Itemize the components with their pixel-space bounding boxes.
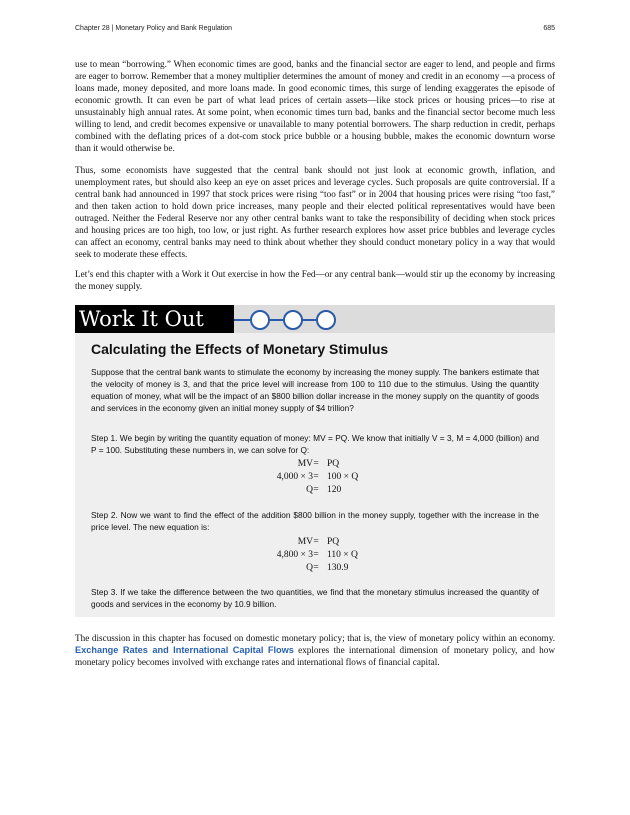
step-1-text: Step 1. We begin by writing the quantity equation of money: MV = PQ. We know that initially V = 3, M = 4,000 (billion) and P = 100. Substituting these numbers in, we can solve for Q: [91,433,539,455]
equation-lhs: 4,800 × 3 [276,550,313,560]
step-2-text: Step 2. Now we want to find the effect of the addition $800 billion in the money supply, together with the increase in the price level. The new equation is: [91,510,539,532]
closing-text-start: The discussion in this chapter has focused on domestic monetary policy; that is, the view of monetary policy within an economy. [75,633,555,643]
paragraph-asset-prices: Thus, some economists have suggested that the central bank should not just look at economic growth, inflation, and unemployment rates, but should also keep an eye on asset prices and leverage cycles. Such proposals are quite controversial. If a central bank had announced in 1997 that stock prices were rising “too fast” or in 2004 that housing prices were rising “too fast,” and then taken action to hold down price increases, many people and their elected political representatives would have been outraged. Neither the Federal Reserve nor any other central banks want to take the responsibility of deciding when stock prices and housing prices are too high, too low, or just right. As further research explores how asset price bubbles and leverage cycles can affect an economy, central banks may need to think about whether they should conduct monetary policy in a way that would seek to moderate these effects. [75,165,555,259]
equation-lhs: 4,000 × 3 [276,472,313,482]
equation-lhs: Q [306,485,313,495]
paragraph-work-it-out-intro: Let’s end this chapter with a Work it Out exercise in how the Fed—or any central bank—would stir up the economy by increasing the money supply. [75,269,555,291]
chapter-title: Chapter 28 | Monetary Policy and Bank Regulation [75,25,233,32]
work-it-out-label: Work It Out [75,305,234,333]
equation-block-1 [75,458,555,497]
problem-statement: Suppose that the central bank wants to stimulate the economy by increasing the money supply. The bankers estimate that the velocity of money is 3, and that the price level will increase from 100 to 110 due to the stimulus. Using the quantity equation of money, what will be the impact of an $800 billion dollar increase in the money supply on the quantity of goods and services in the economy given an initial money supply of $4 trillion? [91,367,539,413]
running-head [75,25,555,37]
equation-lhs: MV [297,537,313,547]
work-it-out-title: Calculating the Effects of Monetary Stimulus [91,341,389,357]
equation-rhs: 110 × Q [327,550,358,560]
equation-rhs: PQ [327,537,340,547]
step-3-text: Step 3. If we take the difference between the two quantities, we find that the monetary stimulus increased the quantity of goods and services in the economy by 10.9 billion. [91,587,539,609]
equation-rhs: PQ [327,459,340,469]
equation-operator: = [313,485,319,495]
equation-row [75,484,555,497]
paragraph-leverage-cycle: use to mean “borrowing.” When economic times are good, banks and the financial sector are eager to lend, and people and firms are eager to borrow. Remember that a money multiplier determines the amount of money and credit in an economy —a process of loans made, money deposited, and more loans made. In good economic times, this surge of lending exaggerates the episode of economic growth. It can even be part of what lead prices of certain assets—like stock prices or housing prices—to rise at unsustainably high annual rates. At some point, when economic times turn bad, banks and the financial sector become much less willing to lend, and credit becomes expensive or unavailable to many potential borrowers. The sharp reduction in credit, perhaps combined with the deflating prices of a dot-com stock price bubble or a housing bubble, makes the economic downturn worse than it would otherwise be. [75,59,555,153]
equation-rhs: 120 [327,485,342,495]
equation-row [75,536,555,549]
equation-operator: = [313,563,319,573]
equation-block-2 [75,536,555,575]
equation-rhs: 100 × Q [327,472,359,482]
equation-row [75,549,555,562]
paragraph-closing [75,632,555,668]
equation-row [75,562,555,575]
equation-row [75,471,555,484]
equation-lhs: Q [306,563,313,573]
equation-row [75,458,555,471]
equation-operator: = [313,459,319,469]
chapter-cross-reference-link[interactable]: Exchange Rates and International Capital Flows [75,645,294,655]
work-it-out-header [75,305,555,333]
page-number: 685 [543,25,555,32]
chain-circles-icon [234,309,416,331]
equation-lhs: MV [297,459,313,469]
equation-operator: = [313,537,319,547]
equation-rhs: 130.9 [327,563,349,573]
closing-text-end: explores the international dimension of monetary policy, and how monetary policy becomes involved with exchange rates and international flows of financial capital. [75,645,555,667]
equation-operator: = [313,472,319,482]
work-it-out-box [75,305,555,617]
equation-operator: = [313,550,319,560]
